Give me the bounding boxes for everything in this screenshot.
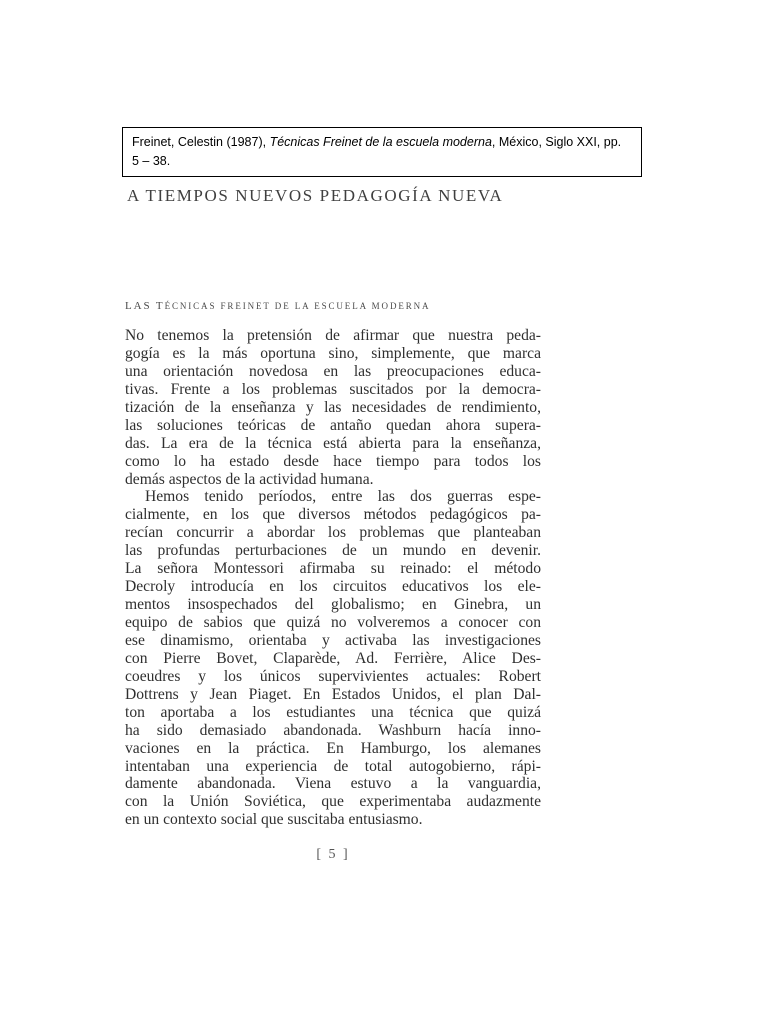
text-line: tización de la enseñanza y las necesidades de rendimiento,	[125, 398, 541, 416]
citation-authors: Freinet, Celestin (1987),	[132, 135, 270, 149]
text-line: intentaban una experiencia de total autogobierno, rápi-	[125, 757, 541, 775]
chapter-title: A TIEMPOS NUEVOS PEDAGOGÍA NUEVA	[127, 186, 504, 205]
citation-book-title: Técnicas Freinet de la escuela moderna	[269, 135, 492, 149]
text-line: coeudres y los únicos supervivientes actuales: Robert	[125, 667, 541, 685]
text-line: las profundas perturbaciones de un mundo en devenir.	[125, 542, 541, 560]
text-line: Decroly introducía en los circuitos educativos los ele-	[125, 578, 541, 596]
text-line: equipo de sabios que quizá no volveremos a conocer con	[125, 614, 541, 631]
text-line: las soluciones teóricas de antaño quedan ahora supera-	[125, 416, 541, 434]
section-heading	[125, 300, 430, 312]
text-line: con la Unión Soviética, que experimentaba audazmente	[125, 793, 541, 811]
text-line: como lo ha estado desde hace tiempo para todos los	[125, 452, 541, 470]
citation-pages: 5 – 38.	[132, 154, 171, 168]
text-line: una orientación novedosa en las preocupaciones educa-	[125, 362, 541, 380]
text-line: con Pierre Bovet, Claparède, Ad. Ferrière, Alice Des-	[125, 649, 541, 667]
citation-publisher: , México, Siglo XXI, pp.	[491, 135, 622, 149]
text-line: tivas. Frente a los problemas suscitados por la democra-	[125, 380, 541, 398]
text-line: Dottrens y Jean Piaget. En Estados Unidos, el plan Dal-	[125, 685, 541, 703]
text-line: en un contexto social que suscitaba entusiasmo.	[125, 811, 423, 829]
text-line: demás aspectos de la actividad humana.	[125, 470, 374, 488]
body-text	[125, 327, 541, 829]
text-line: ton aportaba a los estudiantes una técnica que quizá	[125, 703, 541, 721]
text-line: No tenemos la pretensión de afirmar que nuestra peda-	[125, 327, 541, 344]
text-line: ha sido demasiado abandonada. Washburn hacía inno-	[125, 721, 541, 739]
text-line: ese dinamismo, orientaba y activaba las investigaciones	[125, 631, 541, 649]
text-line: mentos insospechados del globalismo; en Ginebra, un	[125, 596, 541, 614]
section-heading-part1: LAS T	[125, 300, 165, 312]
text-line: La señora Montessori afirmaba su reinado: el método	[125, 560, 541, 578]
page-number: [ 5 ]	[316, 847, 350, 862]
citation-box	[122, 127, 642, 177]
text-line: cialmente, en los que diversos métodos pedagógicos pa-	[125, 506, 541, 524]
text-line: damente abandonada. Viena estuvo a la vanguardia,	[125, 775, 541, 793]
text-line: gogía es la más oportuna sino, simplemente, que marca	[125, 344, 541, 362]
text-line: das. La era de la técnica está abierta para la enseñanza,	[125, 434, 541, 452]
text-line: Hemos tenido períodos, entre las dos guerras espe-	[145, 488, 541, 506]
section-heading-part2: ÉCNICAS FREINET DE LA ESCUELA MODERNA	[164, 301, 431, 311]
text-line: vaciones en la práctica. En Hamburgo, los alemanes	[125, 739, 541, 757]
text-line: recían concurrir a abordar los problemas que planteaban	[125, 524, 541, 542]
